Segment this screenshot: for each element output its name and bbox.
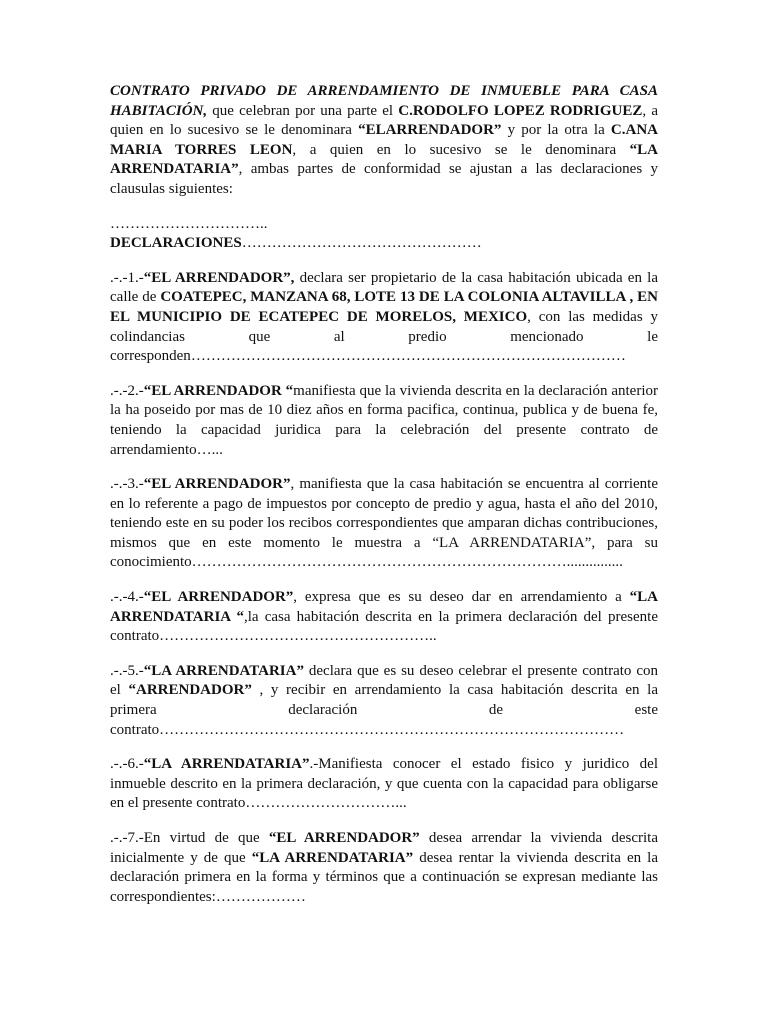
declaration-6: .-.-6.-“LA ARRENDATARIA”.-Manifiesta conocer el estado fisico y juridico del inmueble descrito en la primera declaración, y que cuenta con la capacidad para obligarse en el presente contrato…………………………... — [110, 756, 659, 812]
declaration-1: .-.-1.-“EL ARRENDADOR”, declara ser propietario de la casa habitación ubicada en la calle de COATEPEC, MANZANA 68, LOTE 13 DE LA COLONIA ALTAVILLA , EN EL MUNICIPIO DE ECATEPEC DE MORELOS, MEXICO, con las medidas y colindancias que al predio mencionado le corresponden…………………………………………………………………………… — [110, 269, 659, 365]
declaration-2: .-.-2.-“EL ARRENDADOR “manifiesta que la vivienda descrita en la declaración anterior la ha poseido por mas de 10 diez años en forma pacifica, continua, publica y de buena fe, teniendo la capacidad juridica para la celebración del presente contrato de arrendamiento…... — [110, 382, 658, 458]
party-2-role: “LA ARRENDATARIA” — [110, 141, 658, 178]
contract-title: CONTRATO PRIVADO DE ARRENDAMIENTO DE INMUEBLE PARA CASA HABITACIÓN, — [110, 83, 658, 119]
declaration-4: .-.-4.-“EL ARRENDADOR”, expresa que es su deseo dar en arrendamiento a “LA ARRENDATARIA “,la casa habitación descrita en la primera declaración del presente contrato……………………………………………….. — [110, 589, 658, 645]
declaraciones-heading-row: DECLARACIONES………………………………………… — [110, 235, 482, 252]
declaration-7: .-.-7.-En virtud de que “EL ARRENDADOR” desea arrendar la vivienda descrita inicialmente y de que “LA ARRENDATARIA” desea rentar la vivienda descrita en la declaración primera en la forma y términos que a continuación se expresan mediante las correspondientes:……………… — [110, 830, 659, 905]
party-1-name: C.RODOLFO LOPEZ RODRIGUEZ — [398, 102, 643, 119]
property-address: COATEPEC, MANZANA 68, LOTE 13 DE LA COLONIA ALTAVILLA , EN EL MUNICIPIO DE ECATEPEC DE MORELOS, MEXICO — [110, 289, 658, 325]
declaration-number: .-.-4.- — [110, 589, 144, 606]
party-2-name: C.ANA MARIA TORRES LEON — [110, 122, 658, 158]
document-page — [110, 82, 658, 922]
intro-paragraph: CONTRATO PRIVADO DE ARRENDAMIENTO DE INMUEBLE PARA CASA HABITACIÓN, que celebran por una parte el C.RODOLFO LOPEZ RODRIGUEZ, a quien en lo sucesivo se le denominara “ELARRENDADOR” y por la otra la C.ANA MARIA TORRES LEON, a quien en lo sucesivo se le denominara “LA ARRENDATARIA”, ambas partes de conformidad se ajustan a las declaraciones y clausulas siguientes: — [110, 83, 658, 197]
declaration-number: .-.-7.- — [110, 830, 144, 846]
declaration-number: .-.-1.- — [110, 269, 144, 286]
declaraciones-heading: DECLARACIONES — [110, 235, 242, 252]
declaration-number: .-.-2.- — [110, 382, 144, 399]
declaration-3: .-.-3.-“EL ARRENDADOR”, manifiesta que la casa habitación se encuentra al corriente en lo referente a pago de impuestos por concepto de predio y agua, hasta el año del 2010, teniendo este en su poder los recibos correspondientes que amparan dichas contribuciones, mismos que en este momento le muestra a “LA ARRENDATARIA”, para su conocimiento…………………………………………………………………............... — [110, 476, 658, 571]
declaration-5: .-.-5.-“LA ARRENDATARIA” declara que es su deseo celebrar el presente contrato con el “ARRENDADOR” , y recibir en arrendamiento la casa habitación descrita en la primera declaración de este contrato………………………………………………………………………………… — [110, 662, 658, 738]
dots-line: ………………………….. — [110, 215, 268, 232]
declaration-number: .-.-5.- — [110, 662, 144, 679]
party-1-role: “ELARRENDADOR” — [358, 122, 502, 139]
declaration-number: .-.-6.- — [110, 756, 144, 773]
declaration-number: .-.-3.- — [110, 476, 144, 493]
